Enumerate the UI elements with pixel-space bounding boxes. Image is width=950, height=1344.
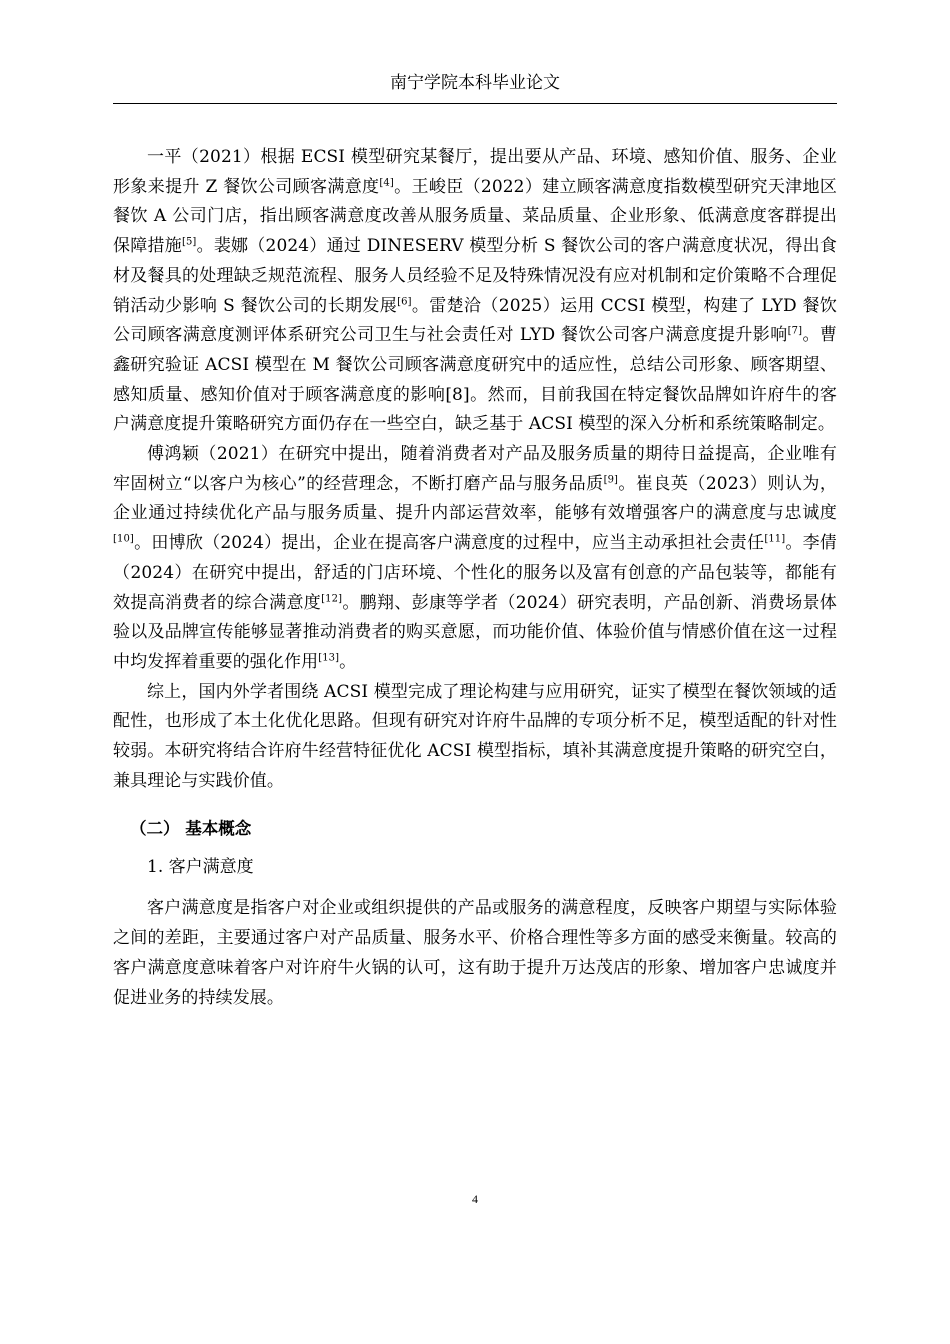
text-run: 。王峻臣（2022）建立顾客满意度指数模型研究天津地区餐饮 A 公司门店，指出顾客满意度改善从服务质量、菜品质量、企业形象、低满意度客群提出保障措施 <box>113 176 837 257</box>
text-run: 。 <box>339 651 357 672</box>
paragraph-related-research-1 <box>113 143 837 440</box>
text-run: 。田博欣（2024）提出，企业在提高客户满意度的过程中，应当主动承担社会责任 <box>133 533 765 554</box>
text-run: 综上，国内外学者围绕 ACSI 模型完成了理论构建与应用研究，证实了模型在餐饮领域的适配性，也形成了本土化优化思路。但现有研究对许府牛品牌的专项分析不足，模型适配的针对性较弱。本研究将结合许府牛经营特征优化 ACSI 模型指标，填补其满意度提升策略的研究空白，兼具理论与实践价值。 <box>113 681 837 791</box>
citation-ref: [9] <box>603 474 619 486</box>
text-run: 。崔良英（2023）则认为，企业通过持续优化产品与服务质量、提升内部运营效率，能够有效增强客户的满意度与忠诚度 <box>113 473 837 524</box>
running-header: 南宁学院本科毕业论文 <box>390 73 560 93</box>
citation-ref: [4] <box>379 177 394 189</box>
text-run: 傅鸿颖（2021）在研究中提出，随着消费者对产品及服务质量的期待日益提高，企业唯有牢固树立“以客户为核心”的经营理念，不断打磨产品与服务品质 <box>113 444 837 494</box>
body-text <box>113 143 837 1013</box>
paragraph-related-research-2 <box>113 440 837 678</box>
text-run: 一平（2021）根据 ECSI 模型研究某餐厅，提出要从产品、环境、感知价值、服务、企业形象来提升 Z 餐饮公司顾客满意度 <box>113 147 837 197</box>
citation-ref: [7] <box>787 325 803 337</box>
text-run: 。鹏翔、彭康等学者（2024）研究表明，产品创新、消费场景体验以及品牌宣传能够显著推动消费者的购买意愿，而功能价值、体验价值与情感价值在这一过程中均发挥着重要的强化作用 <box>113 592 837 672</box>
text-run: 。雷楚洽（2025）运用 CCSI 模型，构建了 LYD 餐饮公司顾客满意度测评体系研究公司卫生与社会责任对 LYD 餐饮公司客户满意度提升影响 <box>113 295 837 346</box>
text-run: 客户满意度是指客户对企业或组织提供的产品或服务的满意程度，反映客户期望与实际体验之间的差距，主要通过客户对产品质量、服务水平、价格合理性等多方面的感受来衡量。较高的客户满意度意味着客户对许府牛火锅的认可，这有助于提升万达茂店的形象、增加客户忠诚度并促进业务的持续发展。 <box>113 898 837 1008</box>
subsection-heading: 1. 客户满意度 <box>147 857 254 878</box>
citation-ref: [11] <box>764 533 786 545</box>
text-run: 。曹鑫研究验证 ACSI 模型在 M 餐饮公司顾客满意度研究中的适应性，总结公司形象、顾客期望、感知质量、感知价值对于顾客满意度的影响[8]。然而，目前我国在特定餐饮品牌如许府牛的客户满意度提升策略研究方面仍存在一些空白，缺乏基于 ACSI 模型的深入分析和系统策略制定。 <box>113 325 837 435</box>
citation-ref: [12] <box>321 592 343 604</box>
section-heading: （二） 基本概念 <box>130 819 252 839</box>
text-run: 。裴娜（2024）通过 DINESERV 模型分析 S 餐饮公司的客户满意度状况，得出食材及餐具的处理缺乏规范流程、服务人员经验不足及特殊情况没有应对机制和定价策略不合理促销活动少影响 S 餐饮公司的长期发展 <box>113 236 837 316</box>
citation-ref: [6] <box>397 295 412 307</box>
header-rule <box>113 103 837 104</box>
page-number: 4 <box>472 1192 478 1206</box>
citation-ref: [10] <box>113 533 134 545</box>
citation-ref: [5] <box>181 236 197 248</box>
citation-ref: [13] <box>318 652 340 664</box>
text-run: 。李倩（2024）在研究中提出，舒适的门店环境、个性化的服务以及富有创意的产品包装等，都能有效提高消费者的综合满意度 <box>113 533 837 613</box>
paragraph-summary <box>113 678 837 797</box>
paragraph-definition <box>113 894 837 1013</box>
